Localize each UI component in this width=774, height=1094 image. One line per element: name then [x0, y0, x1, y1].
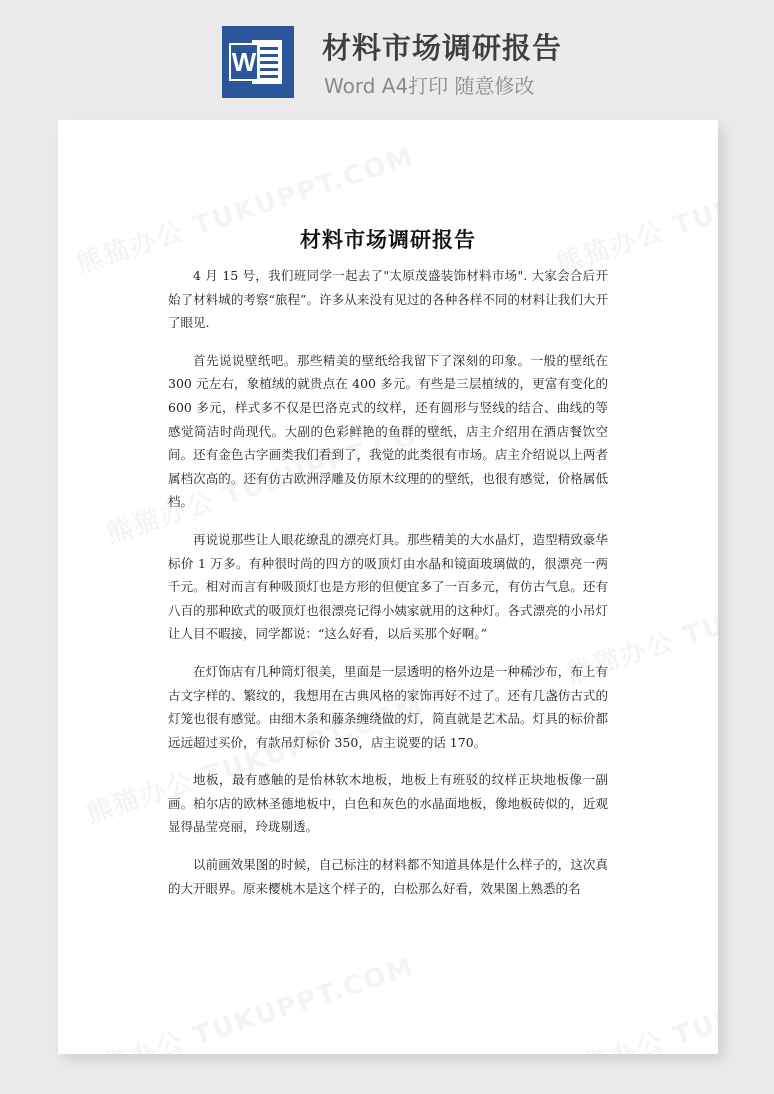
paragraph: 再说说那些让人眼花缭乱的漂亮灯具。那些精美的大水晶灯，造型精致豪华标价 1 万多。有种很时尚的四方的吸顶灯由水晶和镜面玻璃做的，很漂亮一两千元。相对而言有种吸顶灯也是方形的但便宜多了一百多元，有仿古气息。还有八百的那种欧式的吸顶灯也很漂亮记得小姨家就用的这种灯。各式漂亮的小吊灯让人目不暇接，同学都说：“这么好看，以后买那个好啊。”	[168, 531, 608, 642]
word-icon-letter: W	[231, 47, 257, 77]
header-banner	[0, 0, 774, 118]
document-body	[168, 264, 608, 914]
watermark	[71, 946, 419, 1054]
paragraph: 以前画效果图的时候，自己标注的材料都不知道具体是什么样子的，这次真的大开眼界。原来樱桃木是这个样子的，白松那么好看，效果图上熟悉的名	[168, 857, 608, 896]
document-title: 材料市场调研报告	[300, 227, 476, 252]
paragraph: 4 月 15 号，我们班同学一起去了"太原茂盛装饰材料市场". 大家会合后开始了材料城的考察“旅程”。许多从来没有见过的各种各样不同的材料让我们大开了眼见.	[168, 268, 608, 331]
header-title: 材料市场调研报告	[322, 31, 563, 65]
watermark	[71, 136, 419, 280]
document-page	[58, 120, 718, 1054]
watermark	[551, 946, 718, 1054]
watermark	[551, 136, 718, 280]
header-subtitle: Word A4打印 随意修改	[324, 74, 535, 98]
word-document-icon	[222, 26, 294, 98]
paragraph: 地板，最有感触的是怡林软木地板，地板上有班驳的纹样正块地板像一副画。柏尔店的欧林圣德地板中，白色和灰色的水晶面地板，像地板砖似的，近观显得晶莹亮丽，玲珑剔透。	[168, 772, 608, 835]
paragraph: 首先说说壁纸吧。那些精美的壁纸给我留下了深刻的印象。一般的壁纸在 300 元左右，象植绒的就贵点在 400 多元。有些是三层植绒的，更富有变化的 600 多元，样式多不仅是巴洛克式的纹样，还有圆形与竖线的结合、曲线的等感觉简洁时尚现代。大副的色彩鲜艳的鱼群的壁纸，店主介绍用在酒店餐饮空间。还有金色古字画类我们看到了，我觉的此类很有市场。店主介绍说以上两者属档次高的。还有仿古欧洲浮雕及仿原木纹理的的壁纸，也很有感觉，价格属低档。	[168, 352, 608, 510]
paragraph: 在灯饰店有几种筒灯很美，里面是一层透明的格外边是一种稀沙布，布上有古文字样的、繁纹的，我想用在古典风格的家饰再好不过了。还有几盏仿古式的灯笼也很有感觉。由细木条和藤条缠绕做的灯，简直就是艺术品。灯具的标价都远远超过买价，有款吊灯标价 350，店主说要的话 170。	[168, 663, 608, 750]
